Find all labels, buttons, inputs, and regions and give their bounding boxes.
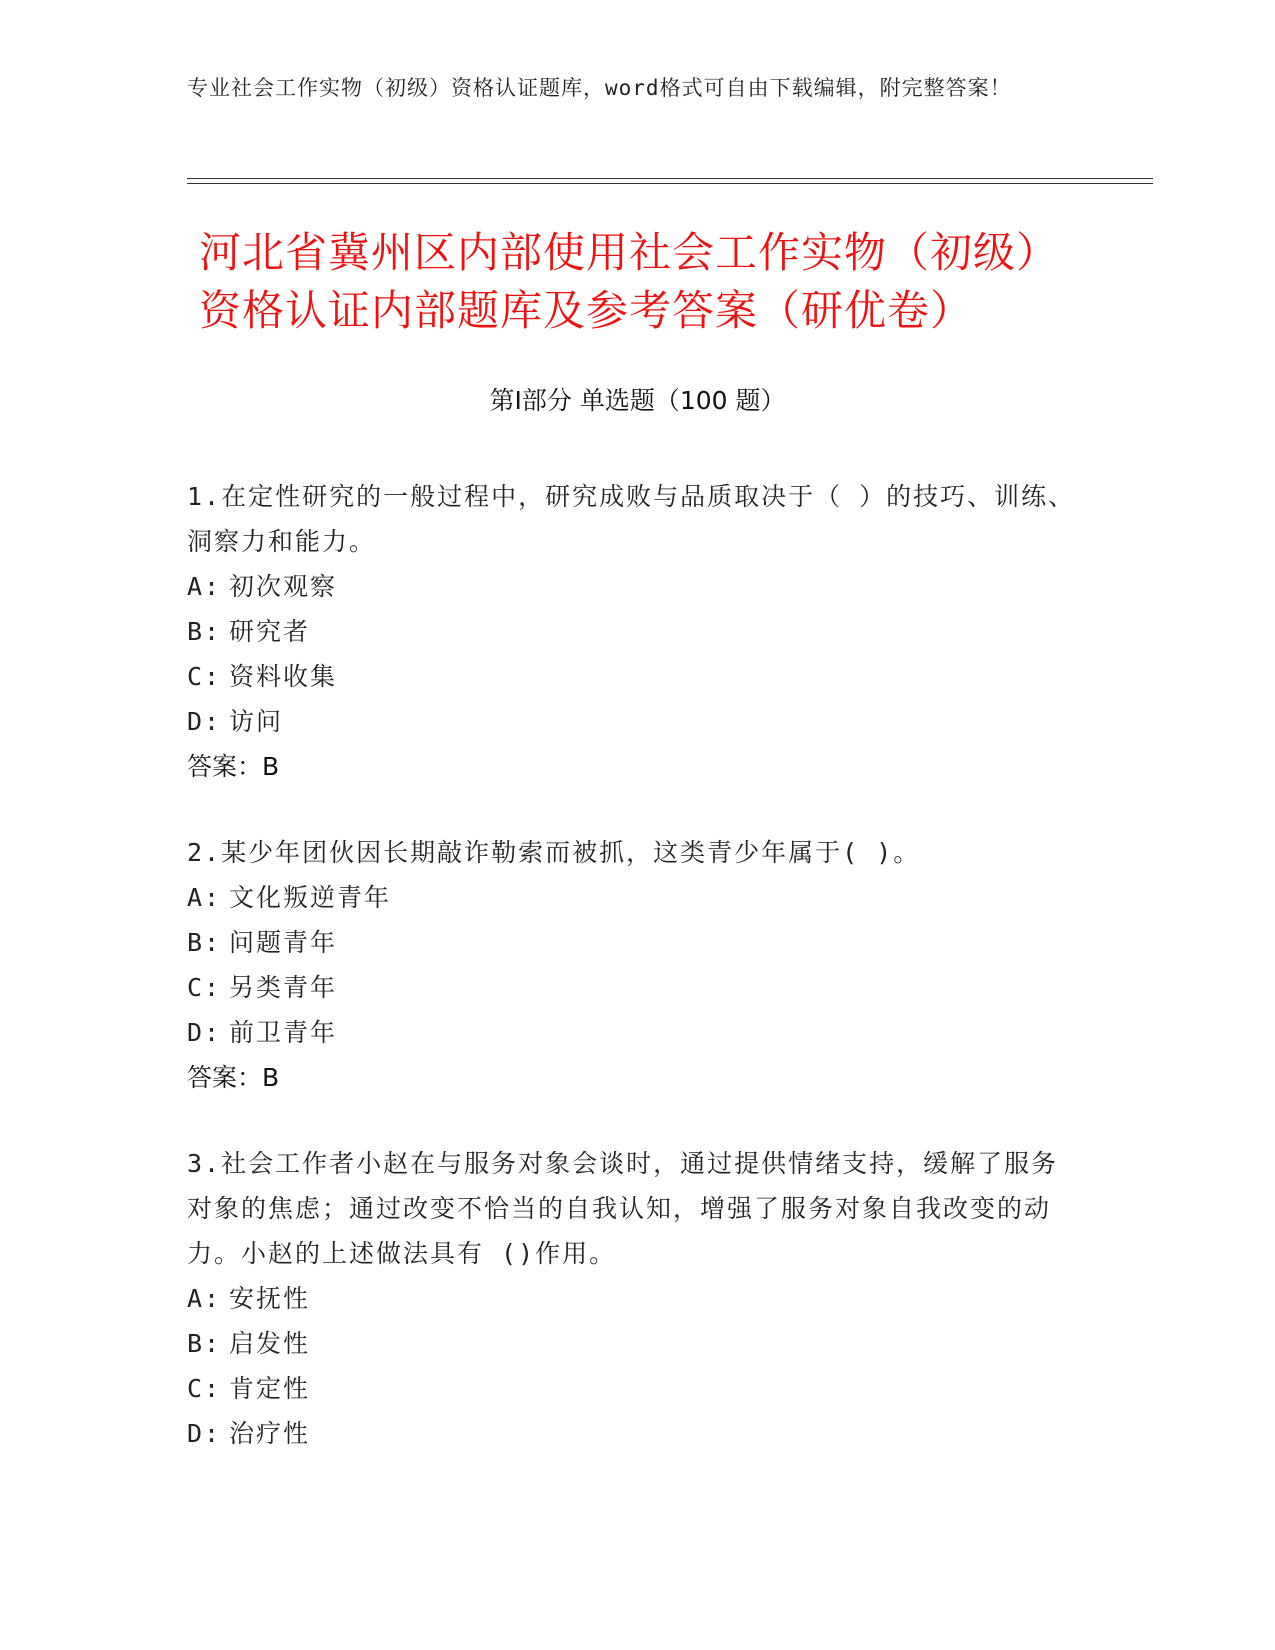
option-text: 访问	[229, 707, 284, 736]
option-a	[187, 1276, 1077, 1321]
option-d	[187, 1411, 1077, 1456]
answer: 答案：B	[187, 1063, 280, 1092]
option-letter: C:	[187, 1374, 222, 1403]
question-3	[187, 1141, 1077, 1456]
option-b	[187, 920, 1077, 965]
option-letter: A:	[187, 883, 222, 912]
option-letter: B:	[187, 928, 222, 957]
header-note: 专业社会工作实物（初级）资格认证题库，word格式可自由下载编辑，附完整答案！	[187, 76, 1012, 100]
question-1	[187, 474, 1077, 789]
option-letter: C:	[187, 662, 222, 691]
option-letter: D:	[187, 1419, 222, 1448]
question-stem: 2.某少年团伙因长期敲诈勒索而被抓，这类青少年属于( )。	[187, 838, 921, 867]
option-letter: A:	[187, 572, 222, 601]
option-letter: D:	[187, 707, 222, 736]
question-2	[187, 830, 1077, 1100]
option-text: 资料收集	[229, 662, 338, 691]
header-divider-bottom	[187, 183, 1153, 184]
option-letter: B:	[187, 617, 222, 646]
option-text: 肯定性	[229, 1374, 311, 1403]
question-list	[187, 474, 1077, 1497]
option-text: 研究者	[229, 617, 311, 646]
document-title: 河北省冀州区内部使用社会工作实物（初级）资格认证内部题库及参考答案（研优卷）	[199, 228, 1060, 335]
option-b	[187, 609, 1077, 654]
option-letter: B:	[187, 1329, 222, 1358]
option-text: 安抚性	[229, 1284, 311, 1313]
option-d	[187, 1010, 1077, 1055]
option-text: 启发性	[229, 1329, 311, 1358]
option-letter: C:	[187, 973, 222, 1002]
section-title: 第Ⅰ部分 单选题（100 题）	[489, 386, 786, 415]
question-stem: 1.在定性研究的一般过程中，研究成败与品质取决于（ ）的技巧、训练、洞察力和能力。	[187, 482, 1076, 556]
option-a	[187, 875, 1077, 920]
option-text: 另类青年	[229, 973, 338, 1002]
option-text: 问题青年	[229, 928, 338, 957]
option-text: 初次观察	[229, 572, 338, 601]
option-c	[187, 965, 1077, 1010]
header-divider-top	[187, 178, 1153, 179]
option-b	[187, 1321, 1077, 1366]
option-letter: A:	[187, 1284, 222, 1313]
option-a	[187, 564, 1077, 609]
question-stem: 3.社会工作者小赵在与服务对象会谈时，通过提供情绪支持，缓解了服务对象的焦虑；通过改变不恰当的自我认知，增强了服务对象自我改变的动力。小赵的上述做法具有 ()作用。	[187, 1149, 1059, 1268]
option-text: 文化叛逆青年	[229, 883, 392, 912]
option-text: 前卫青年	[229, 1018, 338, 1047]
answer: 答案：B	[187, 752, 280, 781]
option-text: 治疗性	[229, 1419, 311, 1448]
option-letter: D:	[187, 1018, 222, 1047]
option-c	[187, 1366, 1077, 1411]
option-c	[187, 654, 1077, 699]
option-d	[187, 699, 1077, 744]
